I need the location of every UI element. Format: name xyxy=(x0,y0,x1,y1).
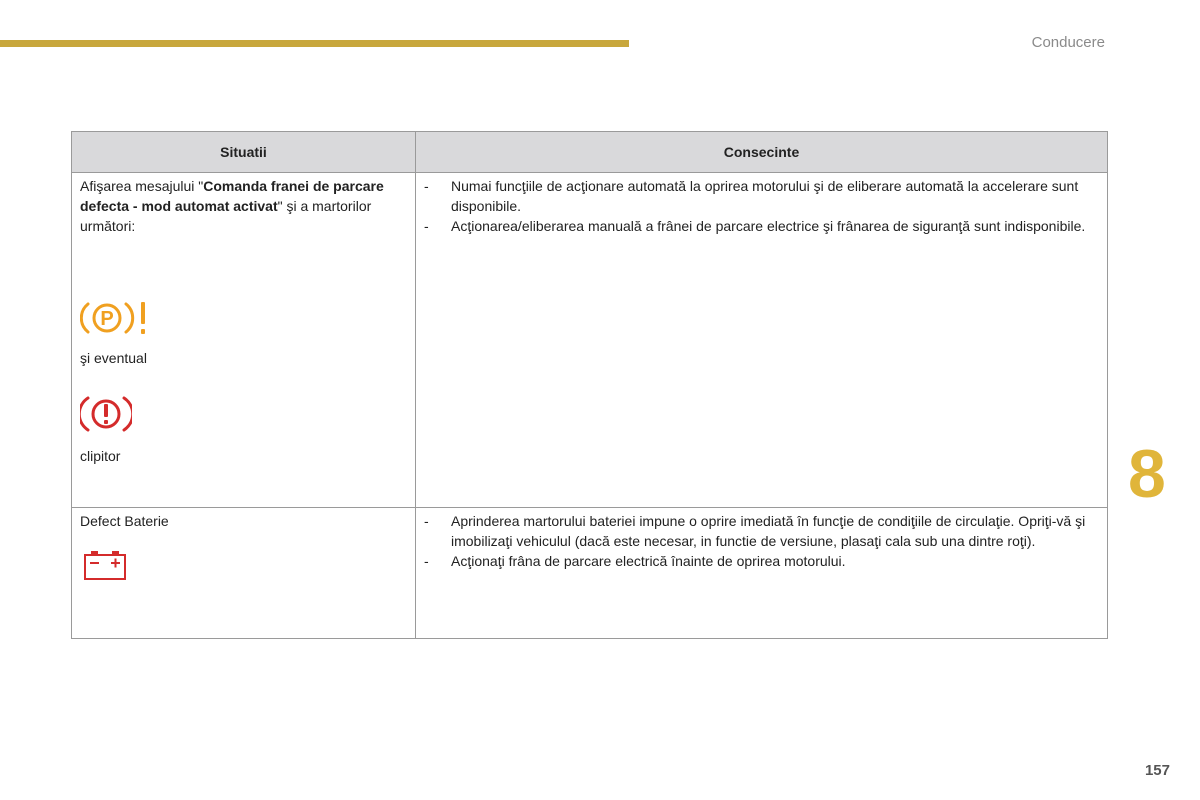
table-row xyxy=(72,508,1108,639)
situation-text: Defect Baterie xyxy=(80,513,169,529)
parking-brake-warning-icon xyxy=(80,298,407,338)
warnings-table xyxy=(71,131,1108,639)
svg-text:P: P xyxy=(100,308,114,330)
situation-text-prefix: Afişarea mesajului " xyxy=(80,178,204,194)
column-header-situations: Situatii xyxy=(72,132,416,173)
situation-cell xyxy=(72,173,416,508)
list-item: - Aprinderea martorului bateriei impune o oprire imediată în funcţie de condiţiile de circulaţie. Opriţi-vă şi imobilizaţi vehiculul (dacă este necesar, in functie de versiune, plasaţi cala sub una dintre roţi). xyxy=(424,513,1086,549)
consequences-list xyxy=(424,176,1099,236)
battery-warning-icon xyxy=(80,547,407,583)
section-title: Conducere xyxy=(1031,34,1105,51)
list-item: - Numai funcţiile de acţionare automată la oprirea motorului şi de eliberare automată la accelerare sunt disponibile. xyxy=(424,178,1079,214)
consequences-cell xyxy=(416,508,1108,639)
warning-message: Comanda franei de parcare defecta - mod automat activat xyxy=(80,178,384,214)
header-accent-bar xyxy=(0,40,629,47)
table-row xyxy=(72,173,1108,508)
blinking-label: clipitor xyxy=(80,448,121,464)
page-number: 157 xyxy=(1144,762,1170,779)
consequences-list xyxy=(424,511,1099,571)
table-header-row xyxy=(72,132,1108,173)
optional-label: şi eventual xyxy=(80,350,147,366)
consequences-cell xyxy=(416,173,1108,508)
situation-text xyxy=(80,176,407,236)
list-item: - Acţionarea/eliberarea manuală a frânei de parcare electrice şi frânarea de siguranţă sunt indisponibile. xyxy=(424,218,1086,234)
list-item: - Acţionaţi frâna de parcare electrică înainte de oprirea motorului. xyxy=(424,553,846,569)
situation-text-suffix: " şi a martorilor următori: xyxy=(80,198,372,234)
column-header-consequences: Consecinte xyxy=(416,132,1108,173)
brake-warning-icon xyxy=(80,394,407,434)
chapter-number: 8 xyxy=(1128,436,1166,512)
situation-cell xyxy=(72,508,416,639)
